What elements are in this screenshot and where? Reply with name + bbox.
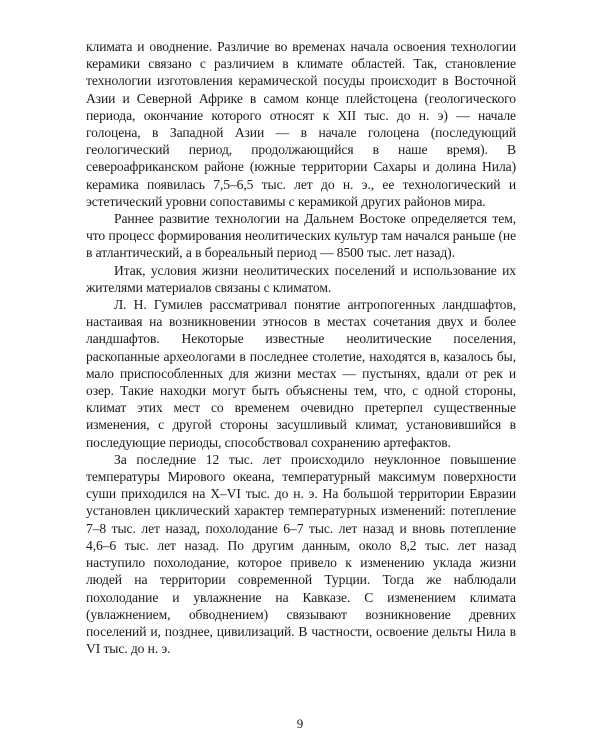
paragraph-gumilev: Л. Н. Гумилев рассматривал понятие антропогенных ландшафтов, настаивая на возникновении этносов в местах сочетания двух и более ландшафтов. Некоторые известные неолитические поселения, раскопанные археологами в последнее столетие, находятся в, казалось бы, мало приспособленных для жизни местах — пустынях, вдали от рек и озер. Такие находки могут быть объяснены тем, что, с одной стороны, климат этих мест со временем очевидно претерпел существенные изменения, с другой стороны засушливый климат, установившийся в последующие периоды, способствовал сохранению артефактов. [86, 297, 516, 450]
page-body [86, 38, 516, 657]
page-number: 9 [296, 716, 304, 731]
paragraph-far-east: Раннее развитие технологии на Дальнем Востоке определяется тем, что процесс формирования неолитических культур там начался раньше (не в атлантический, а в бореальный период — 8500 тыс. лет назад). [86, 211, 516, 261]
paragraph-climate-ceramics: климата и оводнение. Различие во временах начала освоения технологии керамики связано с различием в климате областей. Так, становление технологии изготовления керамической посуды происходит в Восточной Азии и Северной Африке в самом конце плейстоцена (геологического периода, окончание которого относят к XII тыс. до н. э) — начале голоцена, в Западной Азии — в начале голоцена (последующий геологический период, продолжающийся в наше время). В североафриканском районе (южные территории Сахары и долина Нила) керамика появилась 7,5–6,5 тыс. лет до н. э., ее технологический и эстетический уровни сопоставимы с керамикой других районов мира. [86, 39, 516, 209]
paragraph-conclusion: Итак, условия жизни неолитических поселений и использование их жителями материалов связаны с климатом. [86, 262, 516, 295]
paragraph-temperature: За последние 12 тыс. лет происходило неуклонное повышение температуры Мирового океана, температурный максимум поверхности суши приходился на X–VI тыс. до н. э. На большой территории Евразии установлен циклический характер температурных изменений: потепление 7–8 тыс. лет назад, похолодание 6–7 тыс. лет назад и вновь потепление 4,6–6 тыс. лет назад. По другим данным, около 8,2 тыс. лет назад наступило похолодание, которое привело к изменению уклада жизни людей на территории современной Турции. Тогда же наблюдали похолодание и увлажнение на Кавказе. С изменением климата (увлажнением, обводнением) связывают возникновение древних поселений и, позднее, цивилизаций. В частности, освоение дельты Нила в VI тыс. до н. э. [86, 451, 516, 657]
